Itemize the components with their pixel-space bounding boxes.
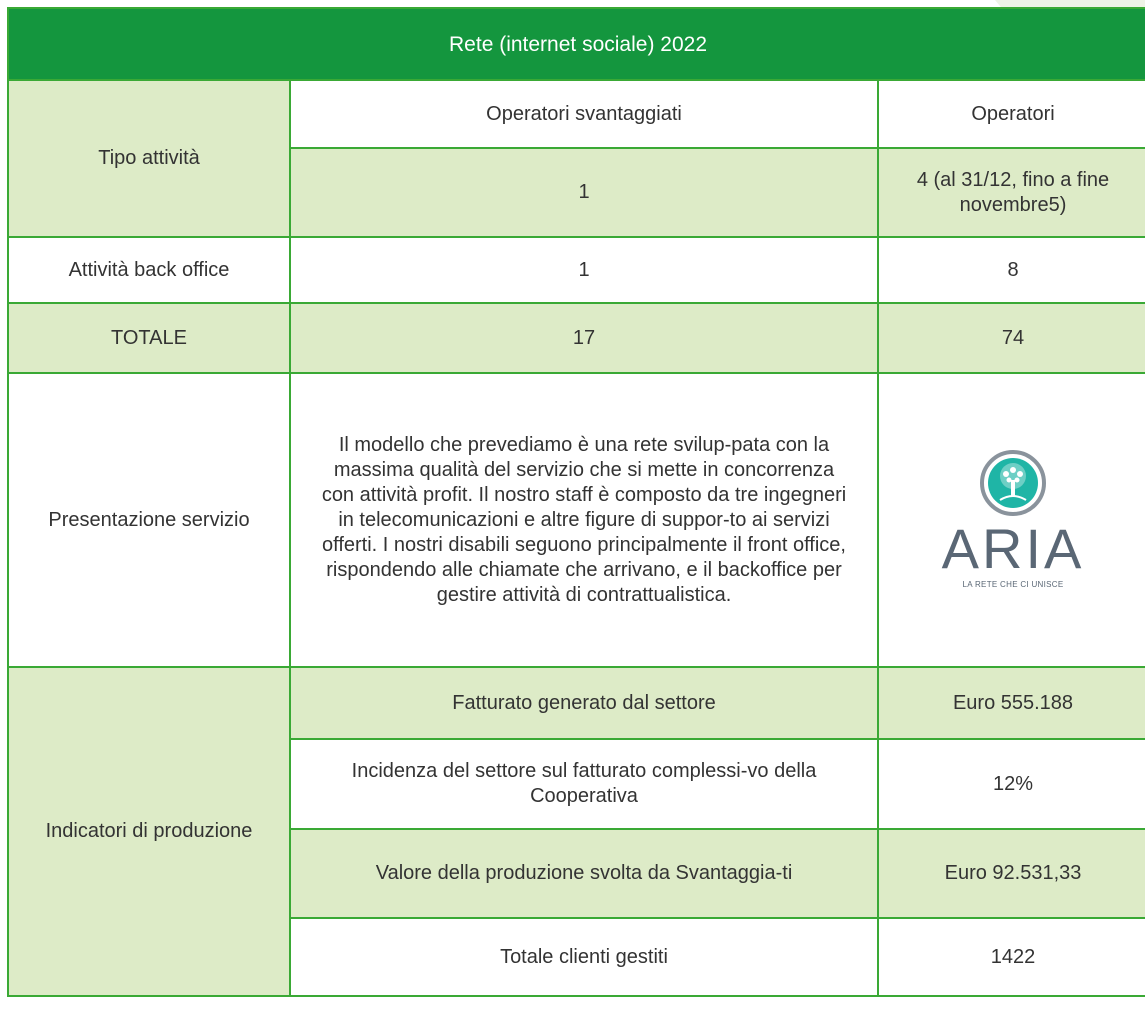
row-label-back-office: Attività back office: [8, 237, 290, 303]
cell-totale-svantaggiati: 17: [290, 303, 878, 373]
logo-tagline: LA RETE CHE CI UNISCE: [962, 580, 1064, 589]
cell-backoffice-svantaggiati: 1: [290, 237, 878, 303]
presentazione-text: Il modello che prevediamo è una rete svilup-pata con la massima qualità del servizio che si mette in concorrenza con attività profit. Il nostro staff è composto da tre ingegneri in telecomunicazioni e altre figure di suppor-to ai servizi offerti. I nostri disabili seguono principalmente il front office, rispondendo alle chiamate che arrivano, e il backoffice per gestire attività di contrattualistica.: [290, 373, 878, 667]
indicatore-value: Euro 555.188: [878, 667, 1145, 739]
indicatore-label: Incidenza del settore sul fatturato complessi-vo della Cooperativa: [290, 739, 878, 829]
logo-wordmark: ARIA: [941, 517, 1085, 580]
cell-tipo-svantaggiati: 1: [290, 148, 878, 237]
aria-logo: [893, 450, 1133, 590]
indicatore-label: Valore della produzione svolta da Svantaggia-ti: [290, 829, 878, 918]
row-label-totale: TOTALE: [8, 303, 290, 373]
header-operatori-svantaggiati: Operatori svantaggiati: [290, 80, 878, 148]
row-label-presentazione: Presentazione servizio: [8, 373, 290, 667]
indicatore-value: Euro 92.531,33: [878, 829, 1145, 918]
indicatore-label: Totale clienti gestiti: [290, 918, 878, 996]
indicatore-label: Fatturato generato dal settore: [290, 667, 878, 739]
cell-tipo-operatori: 4 (al 31/12, fino a fine novembre5): [878, 148, 1145, 237]
data-table: [7, 7, 1145, 997]
table-title: Rete (internet sociale) 2022: [8, 8, 1145, 80]
indicatore-value: 1422: [878, 918, 1145, 996]
cell-totale-operatori: 74: [878, 303, 1145, 373]
logo-cell: [878, 373, 1145, 667]
tree-circle-icon: [980, 450, 1046, 516]
indicatore-value: 12%: [878, 739, 1145, 829]
cell-backoffice-operatori: 8: [878, 237, 1145, 303]
header-operatori: Operatori: [878, 80, 1145, 148]
row-label-indicatori: Indicatori di produzione: [8, 667, 290, 996]
row-label-tipo-attivita: Tipo attività: [8, 80, 290, 237]
